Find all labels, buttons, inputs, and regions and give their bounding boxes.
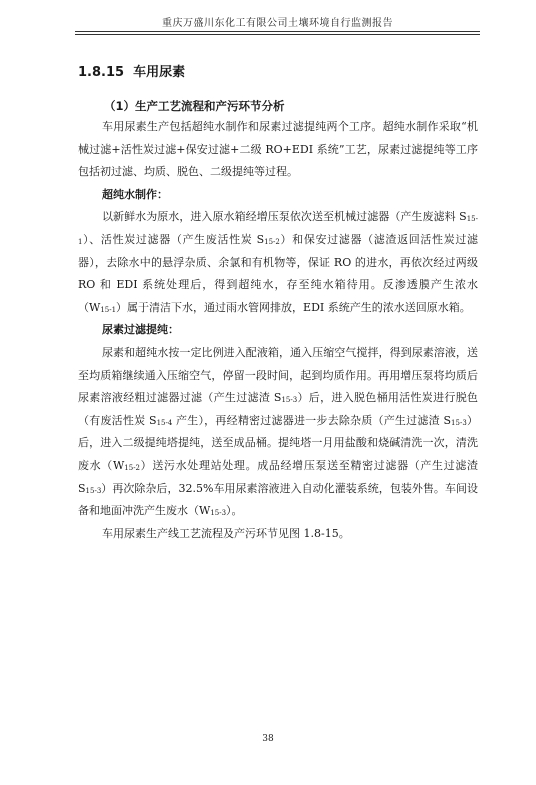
page-number: 38 (262, 734, 274, 744)
urea-filter-paragraph: 尿素和超纯水按一定比例进入配液箱，通入压缩空气搅拌，得到尿素溶液，送至均质箱继续通入压缩空气，停留一段时间，起到均质作用。再用增压泵将均质后尿素溶液经粗过滤器过滤（产生过滤渣 $S_{15-3}$）后，进入脱色桶用活性炭进行脱色（有废活性炭 $S_{15-4}$ 产生），再经精密过滤器进一步去除杂质（产生过滤渣 $S_{15-3}$）后，进入二级提纯塔提纯，送至成品桶。提纯塔一月用盐酸和烧碱清洗一次，清洗废水$(W_{15-2})$送污水处理站处理。成品经增压泵送至精密过滤器（产生过滤渣 $S_{15-3}$）再次除杂后，32.5%车用尿素溶液进入自动化灌装系统，包装外售。车间设备和地面冲洗产生废水$(W_{15-3})$。 (78, 345, 479, 518)
page-header: 重庆万盛川东化工有限公司土壤环境自行监测报告 (162, 18, 393, 29)
closing-paragraph: 车用尿素生产线工艺流程及产污环节见图 1.8-15。 (102, 526, 350, 540)
intro-paragraph: 车用尿素生产包括超纯水制作和尿素过滤提纯两个工序。超纯水制作采取“机械过滤+活性炭过滤+保安过滤+二级 RO+EDI 系统”工艺，尿素过滤提纯等工序包括初过滤、均质、脱色、二级提纯等过程。 (78, 120, 478, 179)
body-content (78, 96, 478, 545)
subheading: （1）生产工艺流程和产污环节分析 (104, 99, 285, 113)
ultra-pure-label: 超纯水制作： (102, 187, 168, 201)
ultra-pure-paragraph: 以新鲜水为原水，进入原水箱经增压泵依次送至机械过滤器（产生废滤料 $S_{15-1}$）、活性炭过滤器（产生废活性炭 $S_{15-2}$）和保安过滤器（滤渣返回活性炭过滤器），去除水中的悬浮杂质、余氯和有机物等，保证 RO 的进水，再依次经过两级 RO 和 EDI 系统处理后，得到超纯水，存至纯水箱待用。反渗透膜产生浓水$(W_{15-1})$属于清洁下水，通过雨水管网排放，EDI 系统产生的浓水送回原水箱。 (78, 210, 479, 314)
header-rule-thin (75, 34, 480, 35)
header-rule (75, 31, 480, 32)
section-number: 1.8.15 (78, 65, 125, 80)
section-title (78, 61, 185, 80)
urea-filter-label: 尿素过滤提纯： (102, 323, 179, 337)
section-name: 车用尿素 (133, 65, 186, 80)
